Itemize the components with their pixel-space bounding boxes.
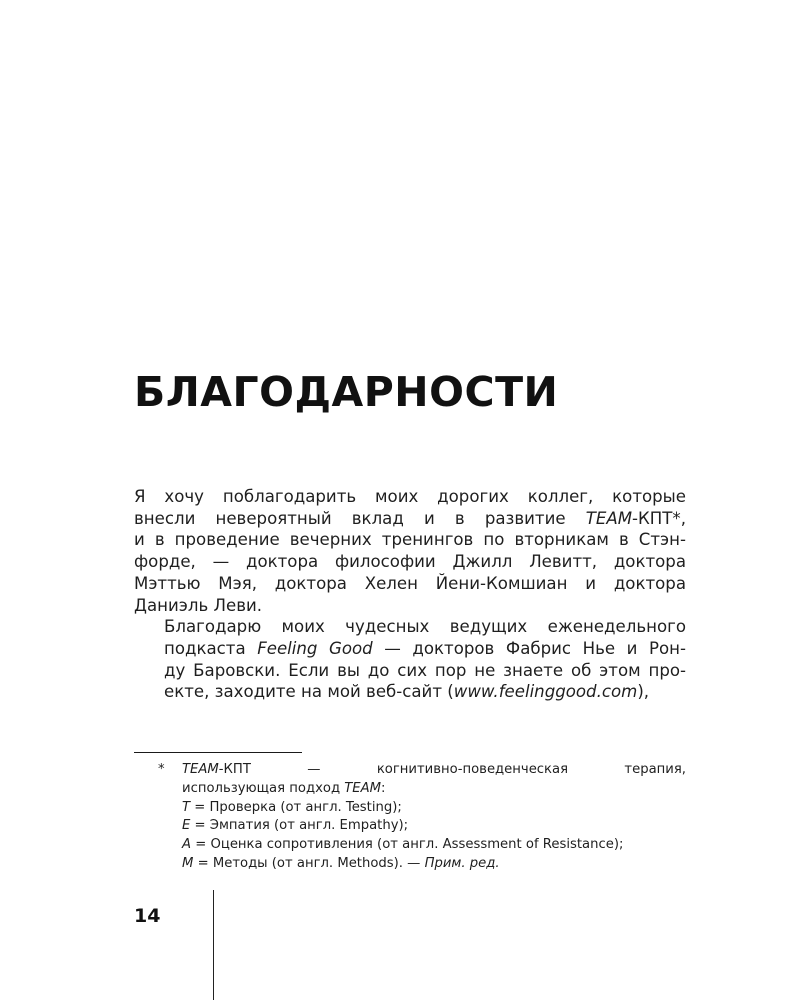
text-line: форде, — доктора философии Джилл Левитт, доктора	[134, 552, 686, 572]
footnote-divider	[134, 752, 302, 753]
text-line: ду Баровски. Если вы до сих пор не знаете об этом про-	[164, 660, 686, 680]
text-line: внесли невероятный вклад и в развитие TEAM-КПТ*,	[134, 508, 686, 528]
text-line: Мэттью Мэя, доктора Хелен Йени-Комшиан и доктора	[134, 573, 686, 593]
footnote-line: M = Методы (от англ. Methods). — Прим. ред.	[182, 855, 500, 871]
body-text	[134, 486, 686, 703]
text-line: подкаста Feeling Good — докторов Фабрис Нье и Рон-	[164, 638, 686, 658]
paragraph-1	[134, 486, 686, 616]
footnote	[134, 761, 686, 874]
footnote-line: использующая подход TEAM:	[182, 780, 386, 796]
vertical-rule	[213, 890, 214, 1000]
footnote-line: T = Проверка (от англ. Testing);	[182, 799, 402, 815]
page-number: 14	[134, 905, 161, 927]
text-line: Я хочу поблагодарить моих дорогих коллег, которые	[134, 487, 686, 506]
text-line: Благодарю моих чудесных ведущих еженедельного	[164, 617, 686, 637]
text-line: Даниэль Леви.	[134, 595, 263, 615]
footnote-text	[182, 761, 686, 874]
footnote-marker: *	[158, 762, 165, 777]
text-line: екте, заходите на мой веб-сайт (www.feelinggood.com),	[164, 682, 650, 702]
footnote-line: A = Оценка сопротивления (от англ. Assessment of Resistance);	[182, 837, 624, 853]
footnote-line: E = Эмпатия (от англ. Empathy);	[182, 818, 409, 834]
paragraph-2	[134, 616, 686, 703]
footnote-line: TEAM-КПТ — когнитивно-поведенческая терапия,	[182, 762, 686, 777]
text-line: и в проведение вечерних тренингов по вторникам в Стэн-	[134, 530, 686, 550]
chapter-title: БЛАГОДАРНОСТИ	[134, 368, 559, 416]
